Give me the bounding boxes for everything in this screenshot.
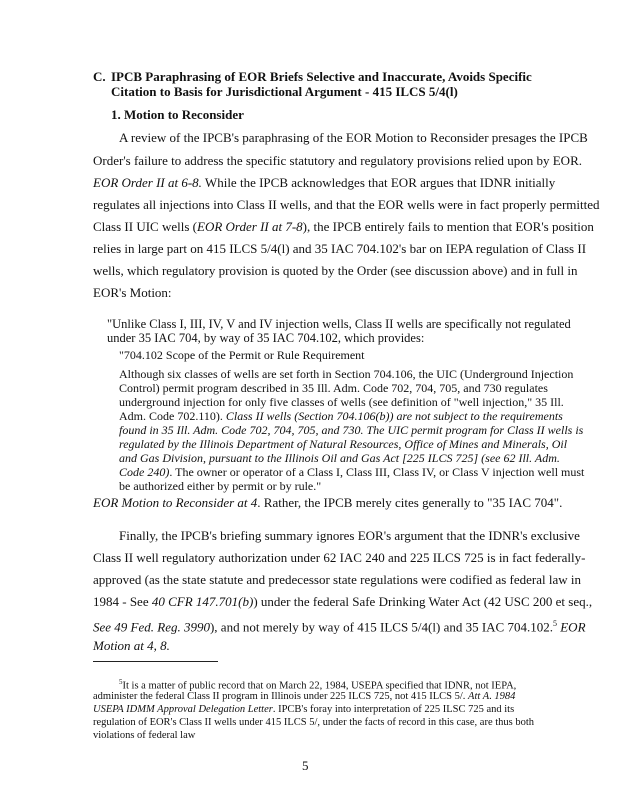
quote-block-line7-b: 225 ILCS 725 <box>406 451 474 465</box>
quote-block-line4-a: Adm. Code 702.110). <box>119 409 226 423</box>
para2-line1: Finally, the IPCB's briefing summary ignores EOR's argument that the IDNR's exclusive <box>119 528 580 543</box>
para1-line7: wells, which regulatory provision is quoted by the Order (see discussion above) and in full in <box>93 263 578 278</box>
footnote-separator <box>93 661 218 662</box>
quote-block-line8-a: Code 240) <box>119 465 170 479</box>
section-heading-line1: IPCB Paraphrasing of EOR Briefs Selective and Inaccurate, Avoids Specific <box>111 69 532 84</box>
quote-block-line9: be authorized either by permit or by rule." <box>119 479 322 493</box>
quote-block-line4-b: Class II wells (Section 704.106(b)) are not subject to the requirements <box>225 409 563 423</box>
footnote-line2-d: 1984 <box>494 691 516 702</box>
footnote-line3-b: . IPCB's foray into interpretation of 225 ILSC 725 and its <box>272 704 515 715</box>
para1-line3 <box>93 174 555 191</box>
para1-line6: relies in large part on 415 ILCS 5/4(l) and 35 IAC 704.102's bar on IEPA regulation of Class II <box>93 241 587 256</box>
para2-line4-c: ) under the federal Safe Drinking Water Act (42 USC 200 et seq., <box>253 594 593 609</box>
footnote-reference: 5 <box>552 619 557 628</box>
citation-eor-order: EOR Order II at 6-8. <box>93 175 202 190</box>
citation-eor-motion: EOR <box>556 619 586 635</box>
quote-block-line6: regulated by the Illinois Department of Natural Resources, Office of Mines and Minerals, Oil <box>119 437 568 451</box>
citation-cfr: 40 CFR 147.701(b) <box>151 594 254 609</box>
para1-line3-text: While the IPCB acknowledges that EOR argues that IDNR initially <box>201 175 556 190</box>
quote-block-line8 <box>119 465 584 479</box>
footnote-line2-a: administer the federal Class II program in Illinois under 225 ILCS 725, not 415 ILCS 5/. <box>93 691 469 702</box>
page-number: 5 <box>302 758 309 773</box>
footnote-line2 <box>93 690 515 703</box>
para2-line2: Class II well regulatory authorization under 62 IAC 240 and 225 ILCS 725 is in fact federally- <box>93 550 586 565</box>
citation-line <box>93 494 562 511</box>
quote-block-line7-c: ] (see 62 Ill. Adm. <box>473 451 560 465</box>
para2-line4 <box>93 593 592 610</box>
para1-line5-c: ), the IPCB entirely fails to mention that EOR's position <box>302 219 594 234</box>
quote-block-line8-b: . The owner or operator of a Class I, Class III, Class IV, or Class V injection well must <box>169 465 585 479</box>
citation-fed-reg: See 49 Fed. Reg. 3990 <box>93 619 210 635</box>
para1-line4: regulates all injections into Class II wells, and that the EOR wells were in fact properly permitted <box>93 197 600 212</box>
para1-line5 <box>93 218 594 235</box>
citation-eor-order-7-8: EOR Order II at 7-8 <box>197 219 303 234</box>
footnote-line1-text: It is a matter of public record that on March 22, 1984, USEPA specified that IDNR, not IEPA, <box>122 680 517 692</box>
quote-line2: under 35 IAC 704, by way of 35 IAC 704.102, which provides: <box>107 331 425 345</box>
quote-rule-title: "704.102 Scope of the Permit or Rule Requirement <box>119 348 365 362</box>
para1-line8: EOR's Motion: <box>93 285 172 300</box>
footnote-line5: violations of federal law <box>93 730 196 741</box>
citation-motion-reconsider: EOR Motion to Reconsider at 4 <box>93 495 258 510</box>
para2-line5-b: ), and not merely by way of 415 ILCS 5/4(l) and 35 IAC 704.102. <box>209 619 553 635</box>
quote-block-line7 <box>119 451 560 465</box>
footnote-approval-letter: USEPA IDMM Approval Delegation Letter <box>93 704 273 715</box>
footnote-line3 <box>93 703 514 716</box>
footnote-att-a: Att A <box>468 691 490 702</box>
footnote-line4: regulation of EOR's Class II wells under 415 ILCS 5/, under the facts of record in this case, are thus both <box>93 717 535 728</box>
citation-line-text: . Rather, the IPCB merely cites generally to "35 IAC 704". <box>257 495 563 510</box>
para2-line5 <box>93 615 586 635</box>
quote-block-line5: found in 35 Ill. Adm. Code 702, 704, 705, and 730. The UIC permit program for Class II wells is <box>119 423 584 437</box>
footnote-line2-c: . <box>489 691 495 702</box>
quote-block-line2: Control) permit program described in 35 Ill. Adm. Code 702, 704, 705, and 730 regulates <box>119 381 548 395</box>
para2-line3: approved (as the state statute and predecessor state regulations were codified as federal law in <box>93 572 582 587</box>
para1-line5-a: Class II UIC wells ( <box>93 219 197 234</box>
section-heading <box>93 68 532 85</box>
section-heading-label: C. <box>93 69 106 84</box>
quote-block-line7-a: and Gas Division, pursuant to the Illinois Oil and Gas Act [ <box>119 451 407 465</box>
para2-line4-a: 1984 - See <box>93 594 152 609</box>
quote-block-line1: Although six classes of wells are set forth in Section 704.106, the UIC (Underground Injection <box>119 367 574 381</box>
footnote-number: 5 <box>119 678 123 686</box>
quote-line1: "Unlike Class I, III, IV, V and IV injection wells, Class II wells are specifically not regulated <box>107 317 571 331</box>
para1-line2: Order's failure to address the specific statutory and regulatory provisions relied upon by EOR. <box>93 153 582 168</box>
quote-block-line3: underground injection for only five classes of wells (see definition of "well injection," 35 Ill. <box>119 395 564 409</box>
para2-line6: Motion at 4, 8. <box>93 638 170 653</box>
para1-line1: A review of the IPCB's paraphrasing of the EOR Motion to Reconsider presages the IPCB <box>119 130 588 145</box>
section-heading-line2: Citation to Basis for Jurisdictional Argument - 415 ILCS 5/4(l) <box>111 84 458 99</box>
quote-block-line4 <box>119 409 563 423</box>
subsection-heading: 1. Motion to Reconsider <box>111 107 244 122</box>
